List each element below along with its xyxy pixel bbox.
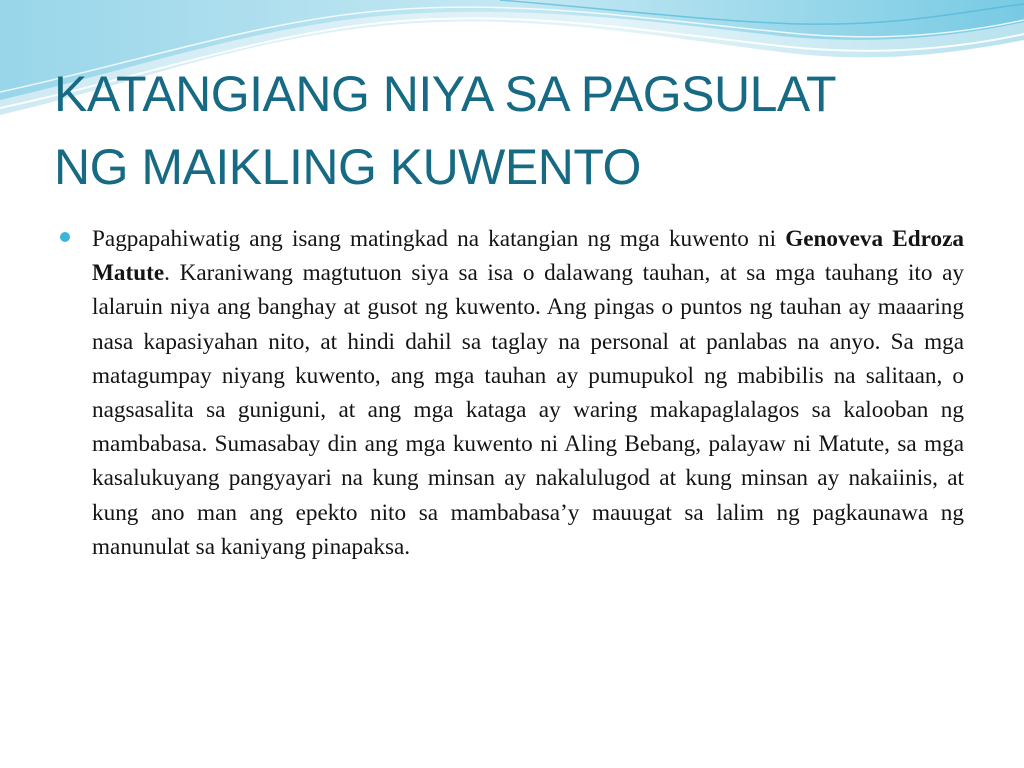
slide-title-line-1: KATANGIANG NIYA SA PAGSULAT bbox=[54, 66, 837, 122]
body-paragraph bbox=[92, 222, 964, 564]
paragraph-text-part-2: . Karaniwang magtutuon siya sa isa o dalawang tauhan, at sa mga tauhang ito ay lalaruin niya ang banghay at gusot ng kuwento. Ang pingas o puntos ng tauhan ay maaaring nasa kapasiyahan nito, at hindi dahil sa taglay na personal at panlabas na anyo. Sa mga matagumpay niyang kuwento, ang mga tauhan ay pumupukol ng mabibilis na salitaan, o nagsasalita sa guniguni, at ang mga kataga ay waring makapaglalagos sa kalooban ng mambabasa. Sumasabay din ang mga kuwento ni Aling Bebang, palayaw ni Matute, sa mga kasalukuyang pangyayari na kung minsan ay nakalulugod at kung minsan ay nakaiinis, at kung ano man ang epekto nito sa mambabasa’y mauugat sa lalim ng pagkaunawa ng manunulat sa kaniyang pinapaksa. bbox=[92, 260, 964, 560]
bullet-icon bbox=[60, 232, 70, 242]
paragraph-text-part-1: Pagpapahiwatig ang isang matingkad na katangian ng mga kuwento ni bbox=[92, 226, 786, 252]
author-name: Genoveva Edroza Matute bbox=[92, 226, 964, 287]
slide-title-line-2: NG MAIKLING KUWENTO bbox=[54, 139, 641, 195]
slide-title bbox=[54, 58, 984, 204]
